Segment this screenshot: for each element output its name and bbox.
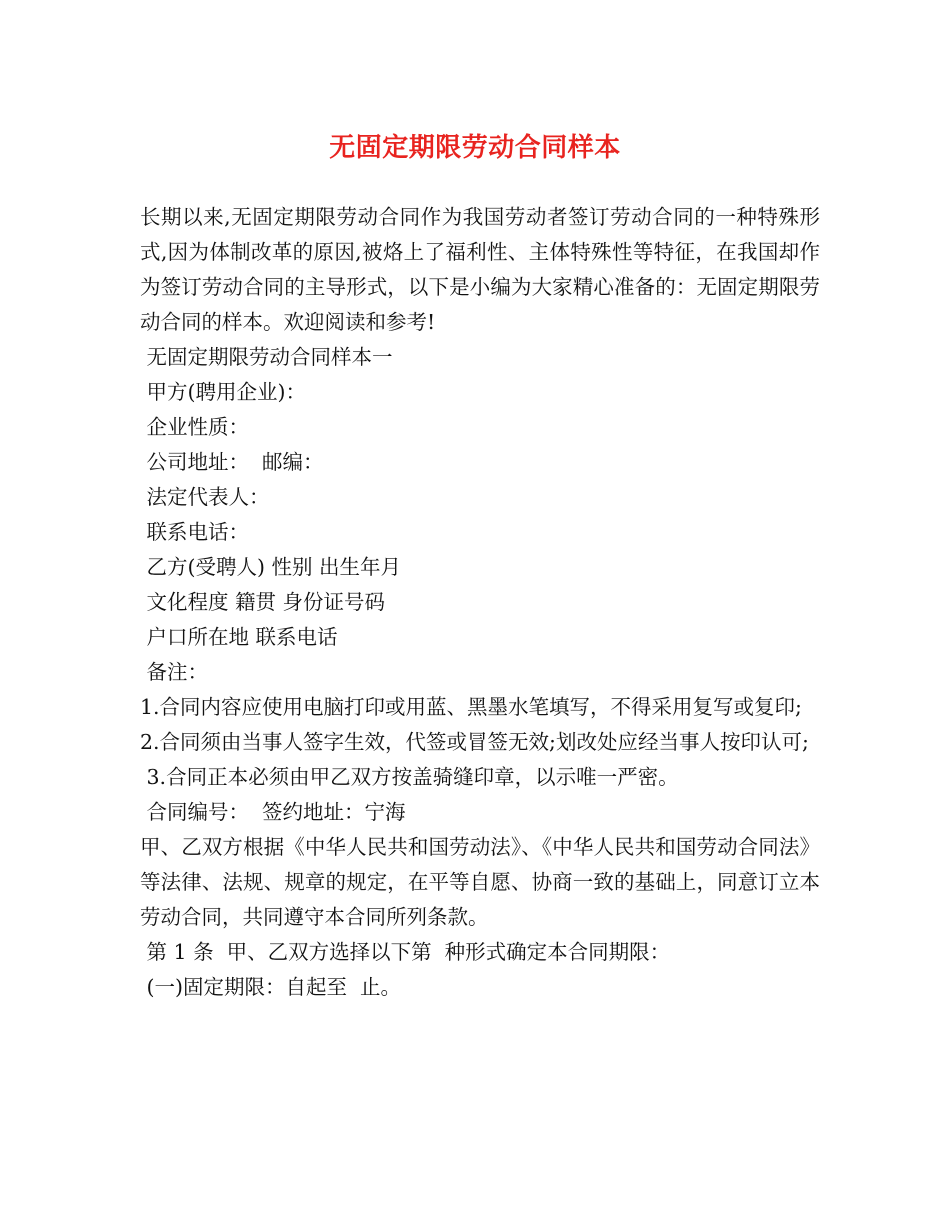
document-body bbox=[140, 200, 820, 1005]
note-item-3: 3.合同正本必须由甲乙双方按盖骑缝印章，以示唯一严密。 bbox=[140, 765, 679, 789]
fixed-term-line: (一)固定期限：自起至 止。 bbox=[140, 975, 402, 999]
note-item-2: 2.合同须由当事人签字生效，代签或冒签无效;划改处应经当事人按印认可; bbox=[140, 730, 809, 754]
document-title: 无固定期限劳动合同样本 bbox=[329, 133, 621, 163]
remarks-heading: 备注： bbox=[140, 660, 209, 684]
contact-phone-line: 联系电话： bbox=[140, 520, 250, 544]
section-heading: 无固定期限劳动合同样本一 bbox=[140, 345, 393, 369]
party-a-line: 甲方(聘用企业)： bbox=[140, 380, 307, 404]
company-address-line: 公司地址： 邮编： bbox=[140, 450, 324, 474]
enterprise-type-line: 企业性质： bbox=[140, 415, 250, 439]
party-b-line: 乙方(受聘人) 性别 出生年月 bbox=[140, 555, 402, 579]
education-line: 文化程度 籍贯 身份证号码 bbox=[140, 590, 386, 614]
intro-paragraph: 长期以来,无固定期限劳动合同作为我国劳动者签订劳动合同的一种特殊形式,因为体制改革的原因,被烙上了福利性、主体特殊性等特征，在我国却作为签订劳动合同的主导形式，以下是小编为大家精心准备的：无固定期限劳动合同的样本。欢迎阅读和参考! bbox=[140, 205, 820, 334]
legal-representative-line: 法定代表人： bbox=[140, 485, 270, 509]
agreement-paragraph: 甲、乙双方根据《中华人民共和国劳动法》、《中华人民共和国劳动合同法》等法律、法规、规章的规定，在平等自愿、协商一致的基础上，同意订立本劳动合同，共同遵守本合同所列条款。 bbox=[140, 835, 820, 929]
article-1-line: 第 1 条 甲、乙双方选择以下第 种形式确定本合同期限： bbox=[140, 940, 671, 964]
note-item-1: 1.合同内容应使用电脑打印或用蓝、黑墨水笔填写，不得采用复写或复印; bbox=[140, 695, 802, 719]
household-line: 户口所在地 联系电话 bbox=[140, 625, 338, 649]
contract-number-line: 合同编号： 签约地址：宁海 bbox=[140, 800, 406, 824]
